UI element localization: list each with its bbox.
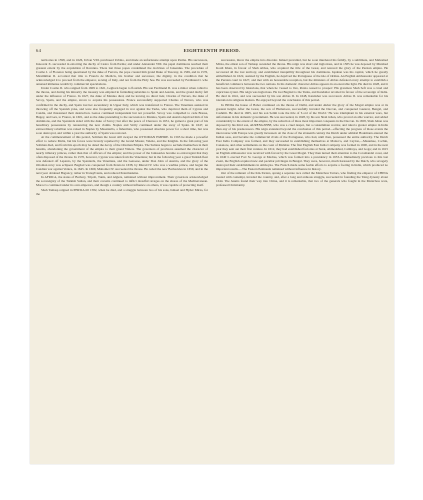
running-head xyxy=(36,48,388,56)
paragraph: succession, threw the empire into disorder. Ismael prevailed, but he soon murdered his family, by a sublimate, and Mahomed Mirza, the eldest son of Tamasp ascended the throne. His reign was short and inglorious, and in 1585 he was deposed by Murshed Kouli Khan, in favour of Shah Abbas, who acquired the title of the Great, and restored the glory of the Persian empire. He recovered all the lost territory, and established tranquillity throughout his dominions. Ispahan was his capital, which he greatly embellished. In 1622, assisted by the English, he deprived the Portuguese of the isle of Ormus. An English Ambassador appeared at the Persian court in 1627, and met with an honourable reception, but the ministers of Abbas defeated every attempt to establish a beneficial commerce between the two nations. In his domestic character Abbas appears in an execrable light. He died in 1628, and it has been observed by historians, that when he 'ceased to live, Persia ceased to prosper.' His grandson Shah Sefi was a cruel and capricious tyrant. His reign was inglorious. He lost Bagdad to the Turks, and Kandahar revolted in favour of the sovereign of India. He died in 1641, and was succeeded by his son Abbas II. In 1648, Kandahar was recovered. Abbas II. was remarkable for his toleration in religious matters. He enjoyed beyond the conclusion of this period. xyxy=(216,58,389,103)
paragraph: In AFRICA, the states of Barbary, Tripoli, Tunis, and Algiers, remained without improvement. Their governors acknowledged the sovereignty of the Turkish Sultan, and their corsairs continued to inflict dreadful ravages on the shores of the Mediterranean. Morocco continued under its own emperors, and though a country without influence on others, it was capable of protecting itself. xyxy=(36,175,208,188)
paragraph: Out of the remnant of the Kin-Tartars, sprang a separate race called the Mantchou Tartars, who finding the emperor of CHINA treated with contempt, invaded the country, and, after a long and arduous struggle, succeeded in founding the Tsing dynasty about 1644. The Jesuits found their way into China, and it is remarkable, that two of the generals who fought in the Mantchou wars, professed Christianity. xyxy=(216,171,388,188)
page-number: 64 xyxy=(36,48,42,53)
page-title: EIGHTEENTH PERIOD. xyxy=(183,48,241,53)
paragraph: In INDIA the house of Baber continued on the throne of Delhi, and under Akbar the glory of the Mogul empire was at its greatest height. After the Great, the son of Humaioon, successfully invaded the Deccan, and conquered Guzerat, Bengal, and Cashmir. He died in 1605, and his son Selim took the title of 'Lord of the World.' He was triumphant in his external wars, but unfortunate in his domestic government. He was succeeded, in 1628, by his son Shah Jehan, who proved an able warrior, and added considerably to the extent of the empire, by the reduction of three most important conquests in the Deccan. In 1658, Shah Jehan was deposed by his third son, AURENGZEBE, who was a cruel despot, but a consummate warrior, and ruled a greater empire in India than any of his predecessors. His reign extended beyond the conclusion of this period—effecting the progress of those events the intercourse with Europe was greatly increased. At the close of the sixteenth century the Dutch under admiral Houtmann entered the Indian seas, and became the commercial rivals of the Portuguese, who had, until then, possessed the entire authority. The Dutch East India Company was formed, and they succeeded in establishing themselves at Malacca, and Ceylon,—Masumee, Cochin, Cananore, and other settlements on the coast of Malabar. The first English East India Company was formed in 1600, and in the next year they sent out their first venture. In 1612, they had established factories at Surat, Ahmedabad, Cambaya, and Goga; and in 1615 an English ambassador was received with favour by the Great Mogul. They then turned their attention to the Coromandel coast, and in 1640 L erected Fort St. George at Madras, which was formed into a presidency in 1653-4. Immediately previous to this last event, the English acquired new and peculiar privileges in Bengal. They were, however, much harassed by the Dutch, who savagely destroyed their establishments in Amboyna. The French made some feeble efforts to acquire a footing in India, which produced no important results.—The Eastern Peninsula remained without influence in history. xyxy=(216,102,388,172)
paragraph: Under Cosmo II. who reigned from 1609 to 1621, Leghorn began to flourish. His son Ferdinand II. was a minor when called to the throne, and during his minority the treasury was emptied in furnishing subsidies to Spain and Austria, and the grand duchy fell under the influence of France. In 1627, the duke of Mantua died, and he leaving no direct heir, Charles of Nevers, the duke of Savoy, Spain, and the empire, strove to acquire his possessions. France successfully supported Charles of Nevers, who was confirmed in the duchy, and Spain lost her ascendancy in Upper Italy, which was transferred to France. The Venetians assisted in throwing off the Spanish yoke, and were also frequently engaged in war against the Turks, who deprived them of Cyprus and Candia, and threatened their destruction. Genoa continued independent but not powerful. Savoy was compelled to cede Bresse, Bugey, and Gex, to France, in 1601, and as the duke pretending to the succession to Mantua, Spain and Austria deprived him of his dominions, and the Spaniards sided with the duke of Savoy; but after the peace of Cherasco in 1631, he gained a great part of his hereditary possessions by renouncing the new claims. Naples and Sicily continued under the sway of Spain. In 1647, an extraordinary rebellion was raised in Naples by Masaniello, a fisherman, who possessed absolute power for a short time, but was soon destroyed, and within a year the authority of Spain was restored. xyxy=(36,86,208,135)
text-column-left xyxy=(36,58,208,196)
paragraph: territories in 1598, and in 1626, Urban VIII. purchased Urbino, and made an unfortunate attempt upon Parma. His successors, Innocent X. succeeded in extorting the duchy of Castro from Parma; and under Alexander VIII. the papal dominions reached their greatest extent by the acquisition of Ravenna. There last three popes condemned the doctrines of Jansenius. The procedure of Cosmo I. of Florence being questioned by the duke of Ferrara, the pope created him grand Duke of Tuscany, in 1569, and in 1576, Maximilian II. accorded that title to Francis de Medicis, his brother and successor, the dignity, in the condition that he acknowledged it to proceed from the emperor, as king of Italy, and not from the Holy See. He was succeeded by Ferdinand I. who annexed immense wealth by commercial speculations. xyxy=(36,58,208,87)
text-column-right xyxy=(216,58,388,188)
paragraph: Shah Tamasp reigned in PERSIA till 1582, when he died, and a struggle between two of his sons, Ismael and Hyder Mirza, for the xyxy=(36,187,208,196)
paragraph: At the commencement of this period, Soliman the Great still swayed the OTTOMAN EMPIRE. In 1565 he made a powerful effort to reduce Malta, but his forces were bravely repulsed by the Grand Master, Valette, and the Knights. In the following year Soliman died, and from this epoch may be dated the decay of the Ottoman Empire. The Sultans began to seclude themselves in their harems, abandoning the government of the empire to their grand Viziers. The governors of provinces assumed the character of nearly tributary princes, rather than that of officers of the empire; and the power of the Janissaries became so extravagant that they often disposed of the throne. In 1570, however, Cyprus was taken from the Venetians; but in the following year a great Turkish fleet was defeated off Lepanto, by the Spaniards, the Venetians, and the Genoese, under Don John of Austria, and the glory of the Ottoman navy was eclipsed. Bagdad was conquered from Persia in 1638, by Murad IV. who was a warlike prince, and begun the Candian war against Venice, in 1645. In 1669, Mahomet IV. succeeded the throne. He ceded the new Barbacules in 1659, and in the next year obtained Bagoncy, rather in Transylvania, and reduced Petermaskina. xyxy=(36,134,208,176)
